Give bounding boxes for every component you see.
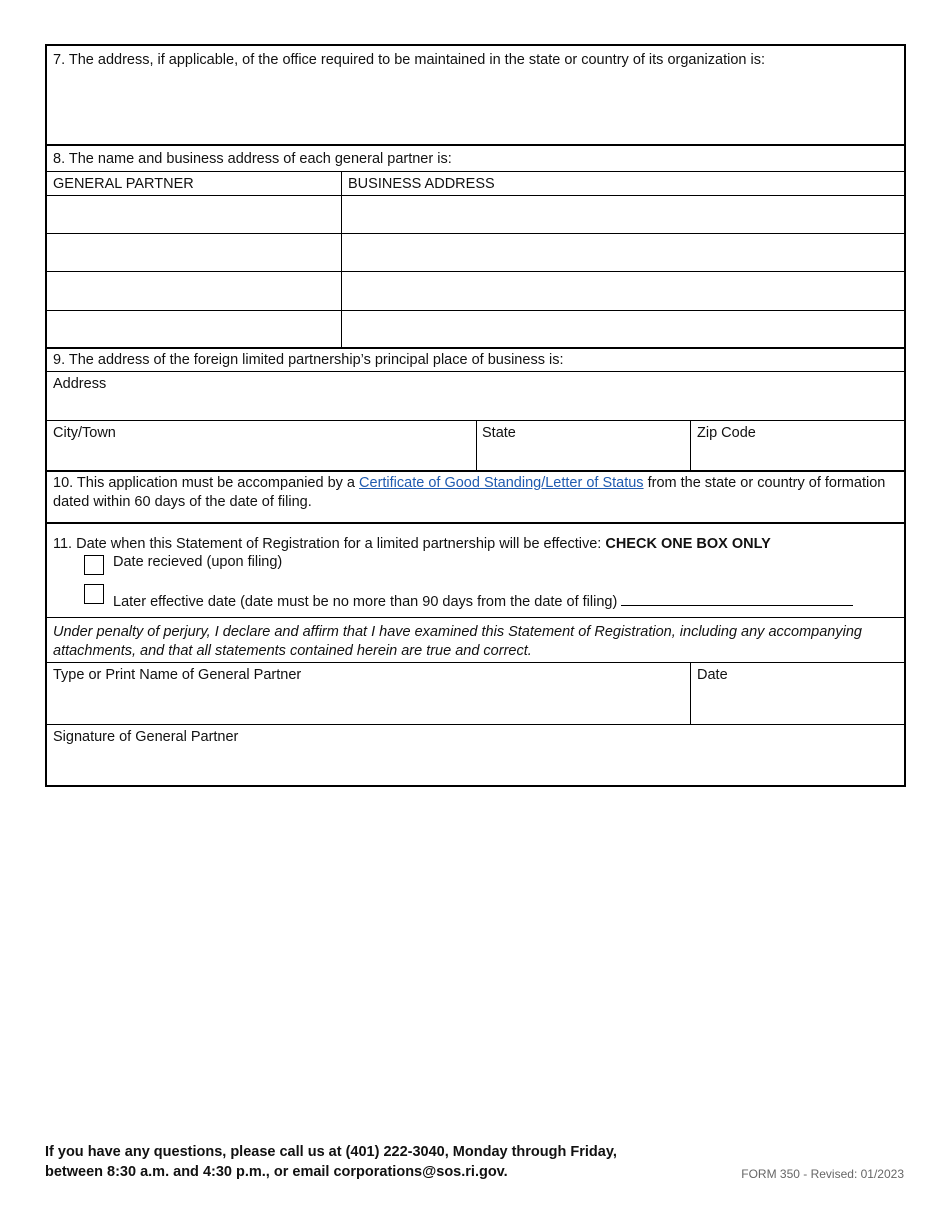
- effective-date-blank[interactable]: [621, 591, 853, 606]
- office-address-field[interactable]: [51, 72, 902, 142]
- date-label: Date: [697, 667, 728, 683]
- general-partner-name-field[interactable]: [49, 235, 339, 270]
- column-divider: [476, 420, 477, 470]
- column-header-business-address: BUSINESS ADDRESS: [348, 176, 495, 192]
- section-8-label: 8. The name and business address of each general partner is:: [53, 151, 452, 167]
- state-field[interactable]: [479, 443, 688, 468]
- zip-field[interactable]: [693, 443, 902, 468]
- partner-name-field[interactable]: [49, 686, 688, 722]
- section-10-prefix: 10. This application must be accompanied by a: [53, 475, 360, 491]
- contact-footer: [45, 1143, 617, 1182]
- city-field[interactable]: [49, 443, 474, 468]
- business-address-field[interactable]: [344, 273, 902, 309]
- later-effective-date-label: [113, 591, 853, 612]
- date-field[interactable]: [693, 686, 902, 722]
- declaration-text: Under penalty of perjury, I declare and affirm that I have examined this Statement of Registration, including any accompanying attachments, and that all statements contained herein are true and correct.: [53, 624, 862, 659]
- signature-label: Signature of General Partner: [53, 729, 239, 745]
- divider: [47, 144, 904, 146]
- column-header-general-partner: GENERAL PARTNER: [53, 176, 194, 192]
- city-label: City/Town: [53, 425, 116, 441]
- section-10-text: [53, 474, 898, 512]
- table-row-divider: [47, 310, 904, 311]
- business-address-field[interactable]: [344, 197, 902, 232]
- partner-name-label: Type or Print Name of General Partner: [53, 667, 302, 683]
- column-divider: [690, 420, 691, 470]
- certificate-of-good-standing-link[interactable]: Certificate of Good Standing/Letter of Status: [359, 475, 644, 491]
- divider: [47, 617, 904, 618]
- contact-line-1: If you have any questions, please call us at (401) 222-3040, Monday through Friday,: [45, 1144, 617, 1160]
- zip-label: Zip Code: [697, 425, 756, 441]
- column-divider: [341, 171, 342, 348]
- section-9-label: 9. The address of the foreign limited partnership’s principal place of business is:: [53, 352, 564, 368]
- address-label: Address: [53, 376, 107, 392]
- divider: [47, 195, 904, 196]
- section-10-suffix: from the state or country of formation dated within 60 days of the date of filing.: [53, 475, 886, 510]
- general-partner-name-field[interactable]: [49, 273, 339, 309]
- signature-field[interactable]: [49, 748, 902, 782]
- date-received-checkbox[interactable]: [84, 555, 104, 575]
- divider: [47, 171, 904, 172]
- divider: [47, 347, 904, 349]
- principal-address-field[interactable]: [49, 394, 902, 419]
- table-row-divider: [47, 233, 904, 234]
- divider: [47, 724, 904, 725]
- column-divider: [690, 662, 691, 724]
- registration-form: [45, 44, 906, 787]
- contact-line-2: between 8:30 a.m. and 4:30 p.m., or email corporations@sos.ri.gov.: [45, 1163, 508, 1180]
- later-effective-date-text: Later effective date (date must be no more than 90 days from the date of filing): [113, 594, 618, 610]
- divider: [47, 371, 904, 372]
- later-effective-date-checkbox[interactable]: [84, 584, 104, 604]
- general-partner-name-field[interactable]: [49, 197, 339, 232]
- section-7-label: 7. The address, if applicable, of the office required to be maintained in the state or country of its organization is:: [53, 52, 765, 68]
- date-received-label: Date recieved (upon filing): [113, 554, 283, 570]
- section-11-text: 11. Date when this Statement of Registration for a limited partnership will be effective:: [53, 536, 606, 552]
- business-address-field[interactable]: [344, 235, 902, 270]
- divider: [47, 662, 904, 663]
- general-partner-name-field[interactable]: [49, 312, 339, 347]
- state-label: State: [482, 425, 516, 441]
- form-number: FORM 350 - Revised: 01/2023: [741, 1167, 904, 1181]
- business-address-field[interactable]: [344, 312, 902, 347]
- check-one-box-note: CHECK ONE BOX ONLY: [605, 536, 771, 552]
- table-row-divider: [47, 271, 904, 272]
- section-11-label: [53, 535, 771, 554]
- divider: [47, 470, 904, 472]
- divider: [47, 522, 904, 524]
